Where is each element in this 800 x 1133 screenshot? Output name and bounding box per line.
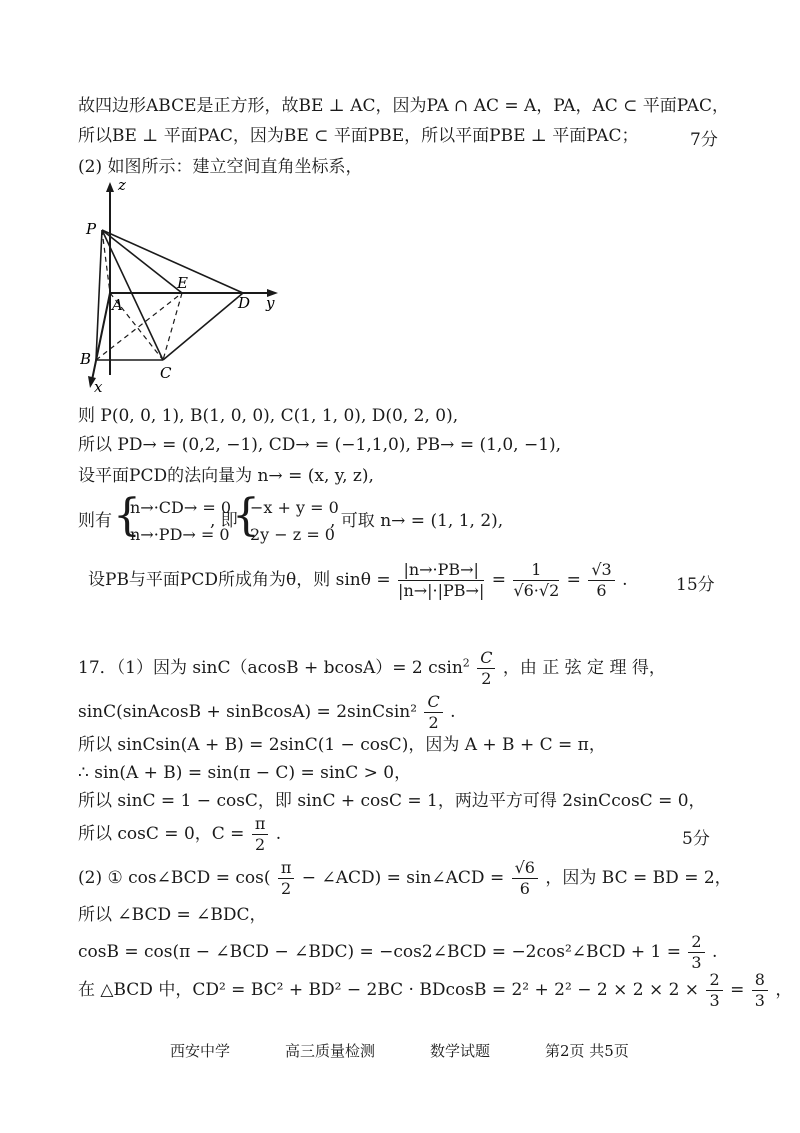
q17-p10-lead: 在 △BCD 中，CD² = BC² + BD² − 2BC · BDcosB = 2² + 2² − 2 × 2 × 2 × bbox=[78, 980, 700, 1000]
q17-line6 bbox=[78, 814, 281, 855]
equals: = bbox=[566, 570, 581, 590]
period: . bbox=[275, 824, 282, 844]
fraction-2-over-3 bbox=[706, 970, 722, 1011]
sin-lead: 设PB与平面PCD所成角为θ，则 sinθ = bbox=[88, 570, 391, 590]
x-axis bbox=[92, 293, 110, 380]
label-x: x bbox=[94, 378, 103, 395]
equals: = bbox=[730, 980, 745, 1000]
frac-den: 6 bbox=[519, 879, 530, 898]
q17-line3: 所以 sinCsin(A + B) = 2sinC(1 − cosC)，因为 A + B + C = π， bbox=[78, 735, 606, 755]
system1-row1: n→·CD→ = 0 bbox=[130, 498, 232, 517]
label-C: C bbox=[160, 364, 172, 382]
q17-line8: 所以 ∠BCD = ∠BDC， bbox=[78, 905, 267, 925]
period: . bbox=[622, 570, 628, 590]
q17-tail: ，由 正 弦 定 理 得， bbox=[502, 658, 666, 678]
text-coords: 则 P(0, 0, 1), B(1, 0, 0), C(1, 1, 0), D(0, 2, 0), bbox=[78, 406, 459, 426]
label-B: B bbox=[80, 350, 92, 368]
frac-den: 2 bbox=[428, 713, 439, 732]
frac-num: √6 bbox=[512, 858, 538, 879]
frac-num: C bbox=[424, 692, 442, 713]
fraction-sin-2 bbox=[513, 560, 559, 601]
fraction-2-over-3 bbox=[688, 932, 704, 973]
label-A: A bbox=[112, 296, 123, 314]
left-brace-1: { bbox=[113, 490, 141, 541]
frac-num: 2 bbox=[706, 970, 722, 991]
q17-p7-lead: (2) ① cos∠BCD = cos( bbox=[78, 868, 271, 888]
label-z: z bbox=[118, 180, 126, 194]
fraction-sqrt6-over-6 bbox=[512, 858, 538, 899]
period: . bbox=[712, 942, 718, 962]
edge-PE bbox=[102, 230, 182, 293]
q17-line2-lead: sinC(sinAcosB + sinBcosA) = 2sinCsin² bbox=[78, 702, 418, 722]
text-normal-vector: 设平面PCD的法向量为 n→ = (x, y, z), bbox=[78, 466, 374, 486]
text-line-square: 故四边形ABCE是正方形，故BE ⊥ AC，因为PA ∩ AC = A，PA，AC ⊂ 平面PAC， bbox=[78, 96, 729, 116]
score-5: 5分 bbox=[682, 829, 710, 849]
fraction-sin-3 bbox=[588, 560, 614, 601]
fraction-c-over-2 bbox=[424, 692, 442, 733]
label-D: D bbox=[238, 294, 251, 312]
label-P: P bbox=[86, 220, 97, 238]
score-15: 15分 bbox=[676, 575, 715, 595]
frac-den: 3 bbox=[691, 953, 702, 972]
q17-lead: 17．（1）因为 sinC（acosB + bcosA）= 2 csin bbox=[78, 658, 463, 678]
text-ie: , 即 bbox=[210, 511, 238, 531]
frac-den: 2 bbox=[254, 835, 266, 854]
q17-part1-line2 bbox=[78, 692, 456, 733]
fraction-sin-1 bbox=[398, 560, 484, 601]
superscript: 2 bbox=[462, 656, 470, 670]
frac-num: 8 bbox=[752, 970, 768, 991]
score-7: 7分 bbox=[690, 130, 718, 150]
text-part2-intro: (2) 如图所示：建立空间直角坐标系， bbox=[78, 157, 363, 177]
frac-num: √3 bbox=[588, 560, 614, 581]
fraction-pi-over-2 bbox=[278, 858, 295, 899]
frac-num: π bbox=[278, 858, 295, 879]
text-then-have: 则有 bbox=[78, 511, 112, 531]
q17-p9-lead: cosB = cos(π − ∠BCD − ∠BDC) = −cos2∠BCD = −2cos²∠BCD + 1 = bbox=[78, 942, 682, 962]
period: . bbox=[450, 702, 456, 722]
text-take-normal: , 可取 n→ = (1, 1, 2), bbox=[330, 511, 504, 531]
footer-page-number: 第2页 共5页 bbox=[545, 1042, 629, 1060]
fraction-8-over-3 bbox=[752, 970, 768, 1011]
footer-school: 西安中学 bbox=[170, 1042, 231, 1060]
z-axis-arrow bbox=[106, 182, 114, 192]
q17-line4: ∴ sin(A + B) = sin(π − C) = sinC > 0， bbox=[78, 763, 412, 783]
frac-den: 3 bbox=[709, 991, 720, 1010]
edge-PD bbox=[102, 230, 243, 293]
q17-part1-line1 bbox=[78, 648, 666, 689]
q17-part2-line1 bbox=[78, 858, 732, 899]
coordinate-figure bbox=[80, 180, 290, 395]
label-E: E bbox=[177, 274, 188, 292]
q17-line9 bbox=[78, 932, 717, 973]
frac-num: |n→·PB→| bbox=[398, 560, 484, 581]
edge-CD bbox=[163, 293, 243, 360]
text-line-perpendicular: 所以BE ⊥ 平面PAC，因为BE ⊂ 平面PBE，所以平面PBE ⊥ 平面PAC； bbox=[78, 126, 639, 146]
q17-line6-lead: 所以 cosC = 0，C = bbox=[78, 824, 245, 844]
left-brace-2: { bbox=[232, 490, 260, 541]
label-y: y bbox=[266, 294, 275, 312]
frac-den: 2 bbox=[481, 669, 492, 688]
frac-num: π bbox=[252, 814, 269, 835]
system2-row2: 2y − z = 0 bbox=[250, 525, 335, 544]
equals: = bbox=[491, 570, 506, 590]
comma: ， bbox=[775, 980, 793, 1000]
frac-den: √6·√2 bbox=[513, 581, 560, 600]
frac-num: C bbox=[477, 648, 495, 669]
footer-exam: 高三质量检测 bbox=[285, 1042, 376, 1060]
frac-num: 2 bbox=[688, 932, 704, 953]
frac-num: 1 bbox=[513, 560, 559, 581]
text-vectors: 所以 PD→ = (0,2, −1), CD→ = (−1,1,0), PB→ = (1,0, −1), bbox=[78, 435, 562, 455]
q17-p7-tail: ，因为 BC = BD = 2， bbox=[545, 868, 732, 888]
sin-theta-formula bbox=[88, 560, 628, 601]
fraction-c-over-2 bbox=[477, 648, 495, 689]
q17-line10 bbox=[78, 970, 792, 1011]
system1-row2: n→·PD→ = 0 bbox=[130, 525, 230, 544]
fraction-pi-over-2 bbox=[252, 814, 269, 855]
q17-p7-mid: − ∠ACD) = sin∠ACD = bbox=[301, 868, 505, 888]
frac-den: 6 bbox=[596, 581, 607, 600]
footer-subject: 数学试题 bbox=[430, 1042, 491, 1060]
system2-row1: −x + y = 0 bbox=[250, 498, 339, 517]
frac-den: 3 bbox=[754, 991, 765, 1010]
frac-den: |n→|·|PB→| bbox=[398, 581, 485, 600]
frac-den: 2 bbox=[281, 879, 292, 898]
edge-EC bbox=[163, 293, 182, 360]
q17-line5: 所以 sinC = 1 − cosC，即 sinC + cosC = 1，两边平方可得 2sinCcosC = 0， bbox=[78, 791, 706, 811]
